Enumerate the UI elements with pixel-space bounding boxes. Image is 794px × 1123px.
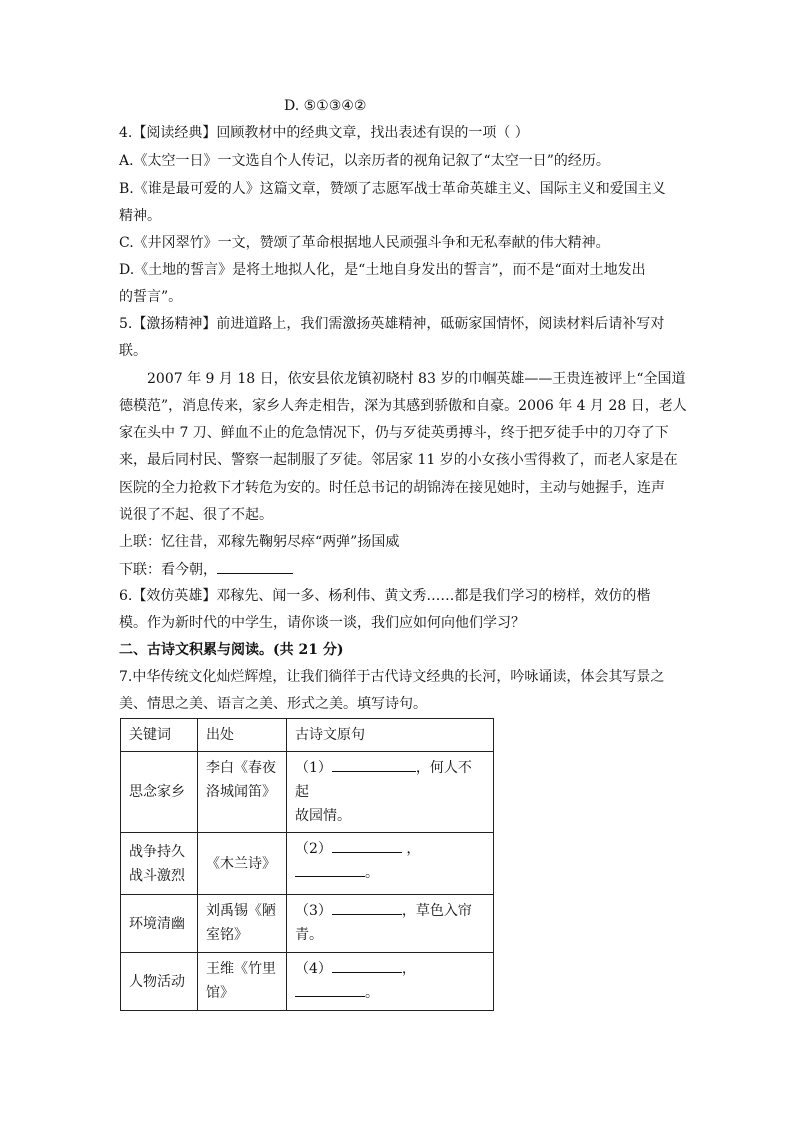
q5-lower-couplet	[119, 559, 679, 580]
q3-option-d: D. ⑤①③④②	[284, 98, 367, 114]
q5-title-line2: 联。	[119, 343, 147, 359]
q5-passage-line4: 来，最后同村民、警察一起制服了歹徒。邻居家 11 岁的小女孩小雪得救了，而老人家是在	[119, 452, 678, 468]
header-original: 古诗文原句	[287, 719, 494, 752]
keyword-cell: 人物活动	[121, 953, 198, 1011]
q4-option-c: C.《井冈翠竹》一文，赞颂了革命根据地人民顽强斗争和无私奉献的伟大精神。	[119, 235, 610, 251]
table-row	[121, 895, 494, 953]
q7-line1: 7.中华传统文化灿烂辉煌，让我们徜徉于古代诗文经典的长河，吟咏诵读，体会其写景之	[119, 669, 665, 685]
original-cell: （2） ， 。	[287, 833, 494, 895]
q4-option-a: A.《太空一日》一文选自个人传记，以亲历者的视角记叙了“太空一日”的经历。	[119, 153, 610, 169]
answer-blank-4b[interactable]	[295, 982, 365, 997]
source-cell: 《木兰诗》	[198, 833, 287, 895]
q5-answer-blank[interactable]	[217, 559, 293, 574]
q4-option-d-line1: D.《土地的誓言》是将土地拟人化，是“土地自身发出的誓言”，而不是“面对土地发出	[119, 262, 646, 278]
table-row	[121, 953, 494, 1011]
q5-passage-line6: 说很了不起、很了不起。	[119, 507, 273, 523]
source-cell: 李白《春夜 洛城闻笛》	[198, 752, 287, 833]
answer-blank-4a[interactable]	[332, 958, 402, 973]
keyword-cell: 思念家乡	[121, 752, 198, 833]
table-row	[121, 833, 494, 895]
table-header-row	[121, 719, 494, 752]
original-cell: （1） ，何人不起 故园情。	[287, 752, 494, 833]
q5-passage-line3: 家在头中 7 刀、鲜血不止的危急情况下，仍与歹徒英勇搏斗，终于把歹徒手中的刀夺了下	[119, 425, 669, 441]
q5-upper-couplet: 上联：忆往昔，邓稼先鞠躬尽瘁“两弹”扬国威	[119, 534, 400, 550]
q4-option-d-line2: 的誓言”。	[119, 289, 183, 305]
answer-blank-2a[interactable]	[332, 838, 402, 853]
answer-blank-1[interactable]	[332, 757, 416, 772]
q5-passage-line2: 德模范”，消息传来，家乡人奔走相告，深为其感到骄傲和自豪。2006 年 4 月 28 日，老人	[119, 398, 687, 414]
section-heading: 二、古诗文积累与阅读。(共 21 分)	[119, 642, 344, 658]
q5-lower-couplet-text: 下联：看今朝，	[119, 562, 217, 578]
source-cell: 王维《竹里 馆》	[198, 953, 287, 1011]
header-source: 出处	[198, 719, 287, 752]
keyword-cell: 战争持久 战斗激烈	[121, 833, 198, 895]
q5-passage-line5: 医院的全力抢救下才转危为安的。时任总书记的胡锦涛在接见她时，主动与她握手，连声	[119, 480, 665, 496]
answer-blank-2b[interactable]	[295, 862, 365, 877]
q4-option-b-line1: B.《谁是最可爱的人》这篇文章，赞颂了志愿军战士革命英雄主义、国际主义和爱国主义	[119, 181, 666, 197]
header-keyword: 关键词	[121, 719, 198, 752]
q4-title: 4.【阅读经典】回顾教材中的经典文章，找出表述有误的一项（ ）	[119, 125, 529, 141]
q5-title-line1: 5.【激扬精神】前进道路上，我们需激扬英雄精神，砥砺家国情怀，阅读材料后请补写对	[119, 316, 665, 332]
q5-passage-line1: 2007 年 9 月 18 日，依安县依龙镇初晓村 83 岁的巾帼英雄——王贵连被评上“全国道	[147, 371, 686, 387]
keyword-cell: 环境清幽	[121, 895, 198, 953]
q7-line2: 美、情思之美、语言之美、形式之美。填写诗句。	[119, 696, 427, 712]
original-cell: （3） ，草色入帘 青。	[287, 895, 494, 953]
source-cell: 刘禹锡《陋 室铭》	[198, 895, 287, 953]
answer-blank-3[interactable]	[332, 900, 402, 915]
q6-line1: 6.【效仿英雄】邓稼先、闻一多、杨利伟、黄文秀……都是我们学习的榜样，效仿的楷	[119, 588, 651, 604]
poem-table	[120, 718, 494, 1011]
original-cell: （4） ， 。	[287, 953, 494, 1011]
q4-option-b-line2: 精神。	[119, 208, 161, 224]
table-row	[121, 752, 494, 833]
q6-line2: 模。作为新时代的中学生，请你谈一谈，我们应如何向他们学习？	[119, 615, 525, 631]
